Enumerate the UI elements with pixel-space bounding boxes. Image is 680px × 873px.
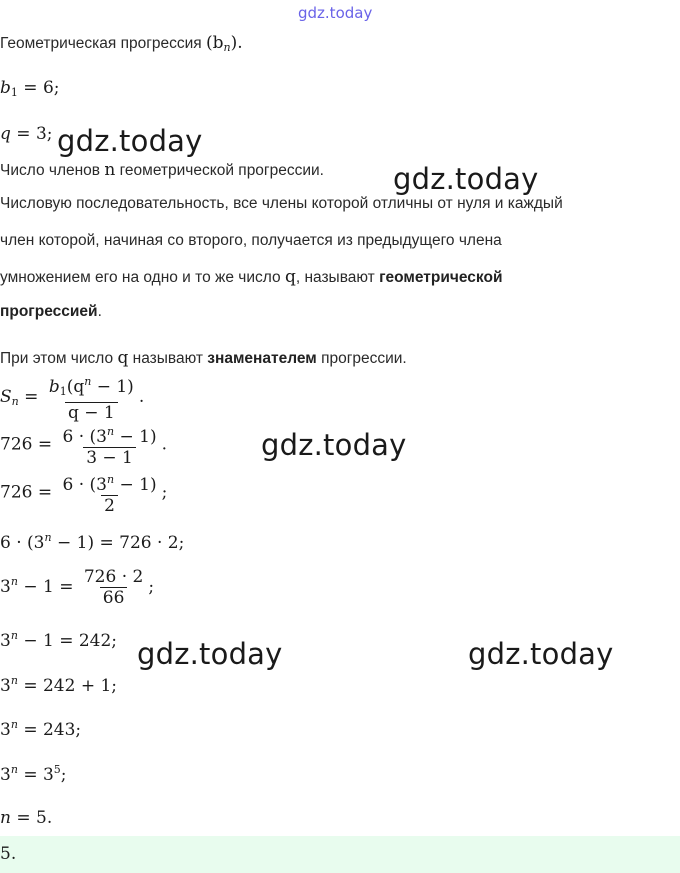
equation-3: $6 \cdot (3^n - 1) = 726 \cdot 2$;: [0, 531, 185, 553]
given-title: [0, 33, 243, 54]
equation-9: n = 5.: [0, 808, 53, 828]
equation-5: $3^n - 1 = 242$;: [0, 629, 118, 651]
equation-1: 726 = $\frac{6 \cdot (3^n - 1)}{3 - 1}$ .: [0, 425, 167, 468]
definition-line-1: Числовую последовательность, все члены которой отличны от нуля и каждый: [0, 195, 563, 212]
equation-6: $3^n = 242 + 1$;: [0, 674, 118, 696]
given-title-text: Геометрическая прогрессия: [0, 35, 202, 52]
given-title-math: $(b_n)$.: [206, 33, 243, 54]
definition-line-3: умножением его на одно и то же число q, называют геометрической: [0, 267, 503, 287]
answer-value: 5.: [0, 844, 17, 864]
equation-7: $3^n = 243$;: [0, 718, 82, 740]
top-watermark: gdz.today: [298, 4, 373, 22]
equation-8: $3^n = 3^5$;: [0, 763, 67, 785]
watermark-4: gdz.today: [137, 637, 283, 671]
find-statement: Число членов n геометрической прогрессии.: [0, 160, 324, 180]
definition-line-2: член которой, начиная со второго, получается из предыдущего члена: [0, 232, 502, 249]
watermark-1: gdz.today: [57, 124, 203, 158]
definition-line-5: При этом число q называют знаменателем прогрессии.: [0, 348, 407, 368]
watermark-2: gdz.today: [393, 162, 539, 196]
watermark-3: gdz.today: [261, 428, 407, 462]
watermark-5: gdz.today: [468, 637, 614, 671]
definition-line-4: прогрессией.: [0, 303, 102, 320]
equation-4: $3^n - 1$ = $\frac{726 \cdot 2}{66}$ ;: [0, 567, 155, 608]
given-q: q = 3;: [0, 124, 53, 144]
sum-formula: $S_n$ = $\frac{b_1(q^n - 1)}{q - 1}$ .: [0, 375, 145, 423]
equation-2: 726 = $\frac{6 \cdot (3^n - 1)}{2}$ ;: [0, 473, 168, 516]
given-b1: $b_1 = 6$;: [0, 78, 60, 99]
answer-panel: [0, 836, 680, 873]
